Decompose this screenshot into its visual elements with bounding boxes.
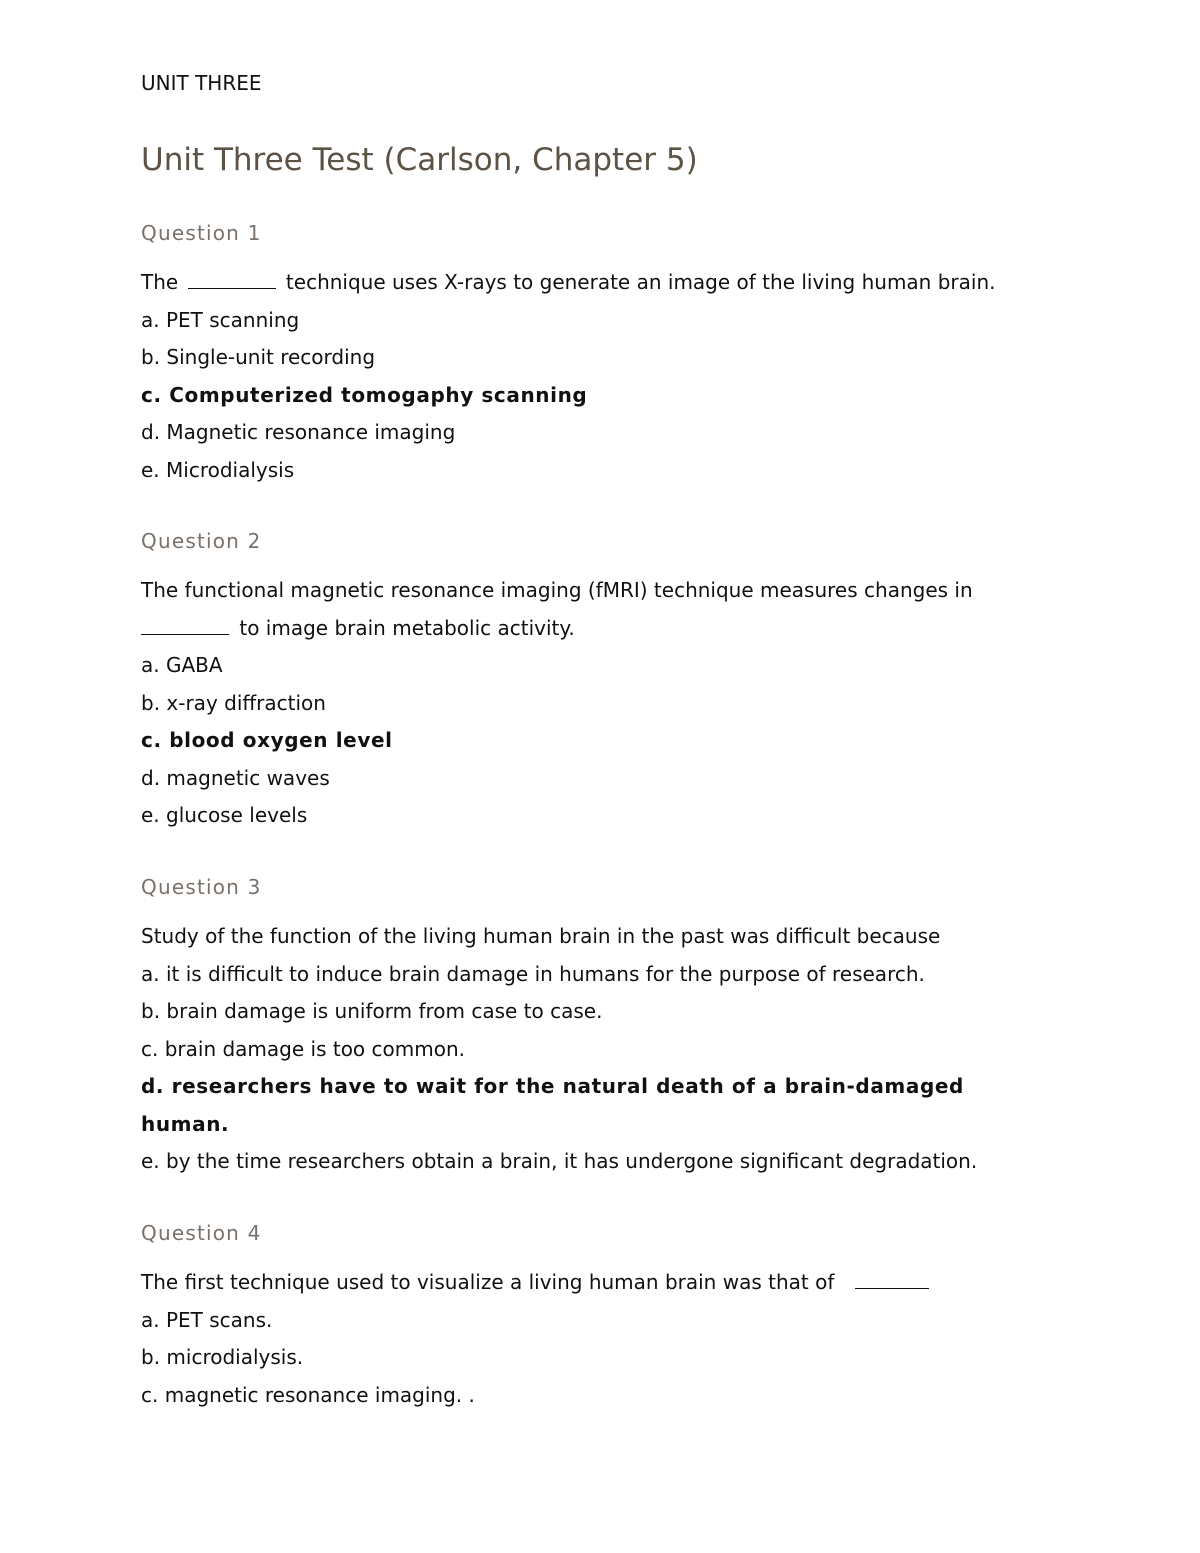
question-stem — [141, 264, 1061, 302]
document-title: Unit Three Test (Carlson, Chapter 5) — [141, 142, 698, 178]
answer-option-a: a. PET scans. — [141, 1307, 273, 1332]
answer-option-e: e. by the time researchers obtain a brain, it has undergone significant degradation. — [141, 1149, 978, 1173]
question-stem: Study of the function of the living human brain in the past was difficult because — [141, 924, 941, 948]
answer-option-d: d. Magnetic resonance imaging — [141, 420, 456, 444]
question-heading: Question 2 — [141, 529, 262, 553]
answer-option-b: b. microdialysis. — [141, 1345, 304, 1369]
answer-option-e: e. Microdialysis — [141, 457, 295, 482]
unit-label: UNIT THREE — [141, 71, 262, 95]
question-heading: Question 1 — [141, 221, 262, 245]
answer-option-d-correct: d. researchers have to wait for the natural death of a brain-damaged human. — [141, 1074, 964, 1136]
answer-option-d: d. magnetic waves — [141, 765, 330, 790]
stem-text-before: The functional magnetic resonance imaging (fMRI) technique measures changes in — [141, 578, 973, 602]
stem-text-before: The — [141, 270, 179, 294]
question-stem — [141, 572, 1061, 647]
stem-text-after: to image brain metabolic activity. — [239, 615, 575, 640]
answer-option-c: c. magnetic resonance imaging. . — [141, 1382, 475, 1407]
answer-blank — [141, 616, 229, 635]
answer-option-c: c. brain damage is too common. — [141, 1036, 465, 1061]
answer-blank — [855, 1270, 929, 1289]
question-1 — [141, 220, 1061, 489]
question-stem — [141, 1264, 1061, 1302]
question-heading: Question 4 — [141, 1221, 262, 1245]
answer-option-b: b. Single-unit recording — [141, 345, 376, 369]
answer-option-a: a. PET scanning — [141, 307, 300, 332]
answer-option-c-correct: c. Computerized tomogaphy scanning — [141, 382, 588, 407]
answer-option-b: b. x-ray diffraction — [141, 690, 326, 715]
answer-option-e: e. glucose levels — [141, 803, 308, 827]
stem-text-after: technique uses X-rays to generate an image of the living human brain. — [285, 270, 996, 294]
stem-text-before: The first technique used to visualize a living human brain was that of — [141, 1270, 835, 1294]
answer-option-a: a. GABA — [141, 653, 223, 677]
answer-option-b: b. brain damage is uniform from case to case. — [141, 999, 603, 1023]
question-2 — [141, 528, 1061, 835]
answer-option-c-correct: c. blood oxygen level — [141, 728, 393, 752]
question-heading: Question 3 — [141, 875, 262, 899]
question-4 — [141, 1220, 1061, 1414]
question-3 — [141, 874, 1061, 1181]
answer-blank — [188, 270, 276, 289]
answer-option-a: a. it is difficult to induce brain damage in humans for the purpose of research. — [141, 961, 925, 986]
